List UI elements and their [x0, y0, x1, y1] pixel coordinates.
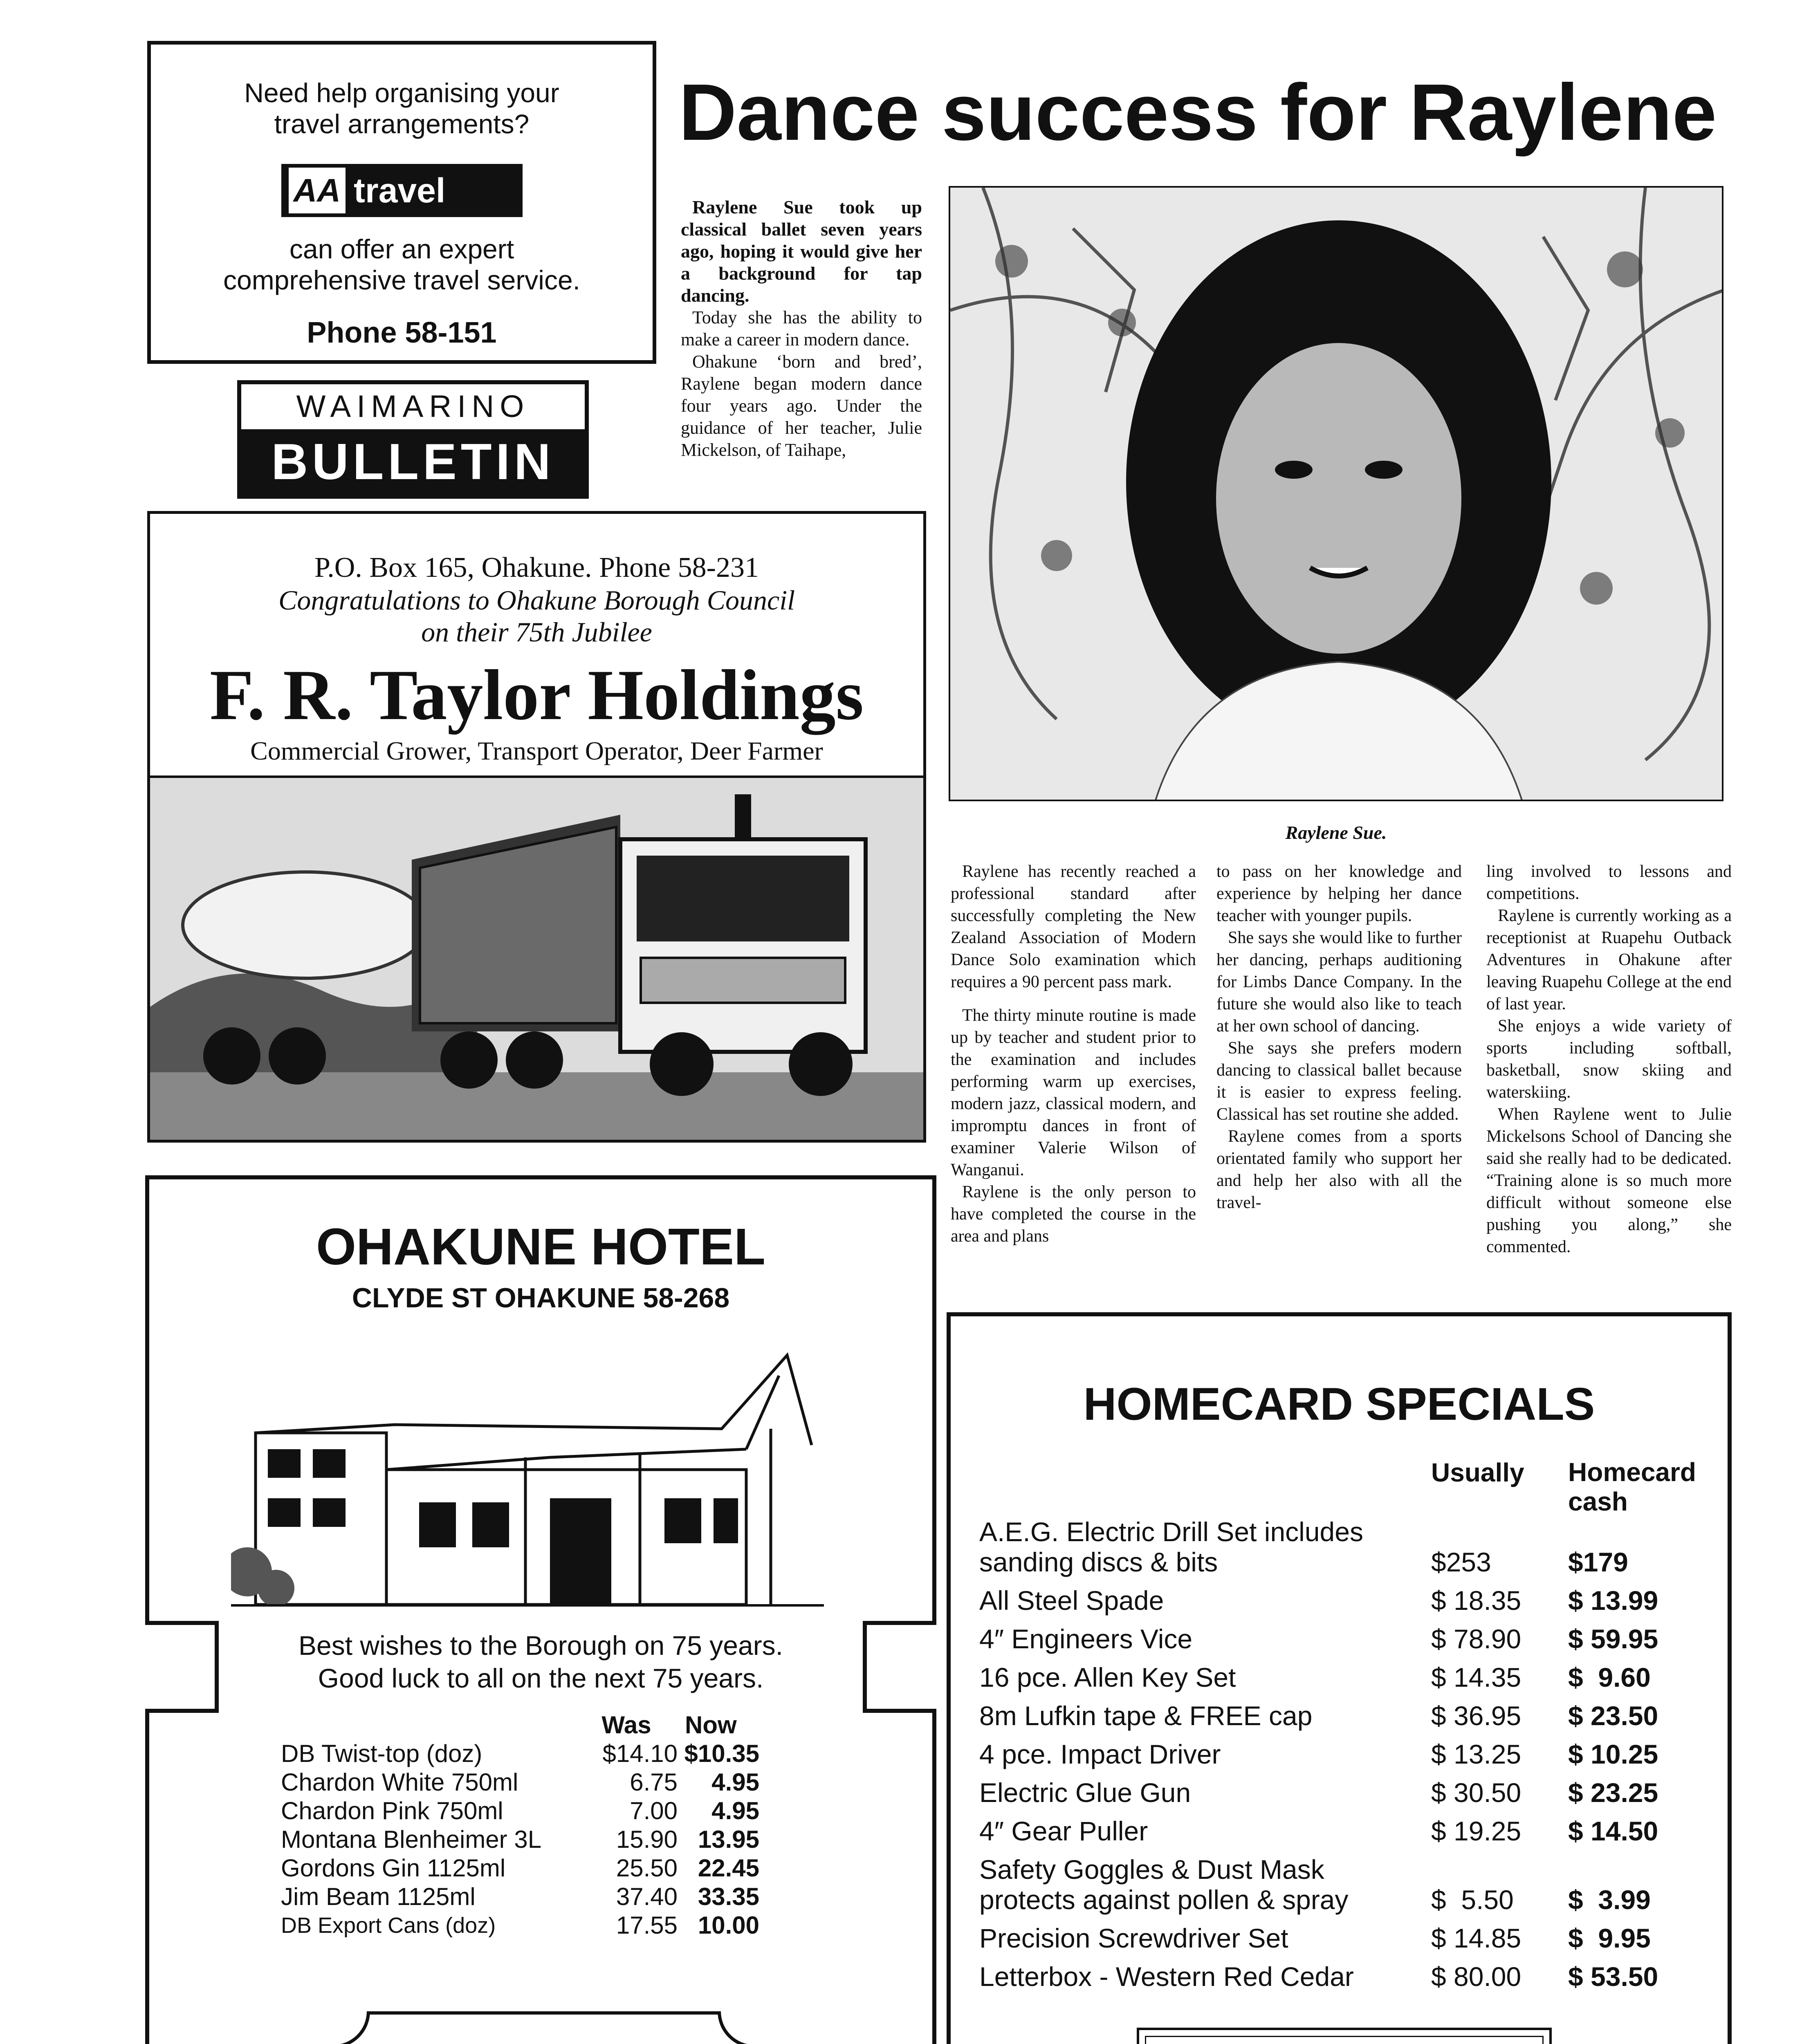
homecard-title: HOMECARD SPECIALS — [1083, 1378, 1595, 1430]
homecard-item: Electric Glue Gun — [979, 1777, 1191, 1808]
homecard-item: 4 pce. Impact Driver — [979, 1739, 1221, 1769]
homecard-price: $ 3.99 — [1568, 1885, 1651, 1915]
smorgasbord-box — [333, 2011, 754, 2044]
aa-line4: comprehensive travel service. — [223, 265, 581, 295]
homecard-usually: $ 36.95 — [1431, 1701, 1521, 1731]
aa-line2: travel arrangements? — [274, 109, 530, 139]
homecard-price: $179 — [1568, 1547, 1628, 1577]
hotel-ad — [145, 1175, 936, 2044]
col1-para-1: Raylene has recently reached a professional standard after successfully completing the New Zealand Association of Modern Dance Solo examination which requires a 90 percent pass mark. — [951, 862, 1196, 991]
hotel-price-row — [281, 1768, 759, 1797]
hotel-price-row — [281, 1854, 759, 1883]
price-was: 37.40 — [616, 1883, 678, 1910]
homecard-usually: $ 13.25 — [1431, 1739, 1521, 1769]
taylor-ad — [147, 511, 926, 1143]
homecard-item-sub: sanding discs & bits — [979, 1547, 1218, 1577]
homecard-item: Letterbox - Western Red Cedar — [979, 1961, 1354, 1992]
homecard-item: 4″ Gear Puller — [979, 1816, 1148, 1846]
homecard-item-sub: protects against pollen & spray — [979, 1885, 1349, 1915]
homecard-usually: $ 80.00 — [1431, 1961, 1521, 1992]
homecard-item: All Steel Spade — [979, 1585, 1164, 1616]
homecard-usually: $253 — [1431, 1547, 1491, 1577]
homecard-row — [979, 1777, 1691, 1816]
masthead-bottom: BULLETIN — [241, 429, 585, 495]
homecard-col-cash — [1568, 1457, 1696, 1516]
price-was: 7.00 — [630, 1797, 678, 1824]
homecard-price: $ 14.50 — [1568, 1816, 1658, 1846]
hotel-col-was: Was — [601, 1711, 651, 1739]
price-now: 13.95 — [698, 1826, 759, 1853]
article-col-2 — [1216, 861, 1462, 1214]
aa-line1: Need help organising your — [244, 78, 559, 108]
price-was: 15.90 — [616, 1826, 678, 1853]
price-was: $14.10 — [602, 1740, 678, 1767]
homecard-price: $ 23.25 — [1568, 1777, 1658, 1808]
homecard-price: $ 10.25 — [1568, 1739, 1658, 1769]
homecard-col-usually: Usually — [1431, 1458, 1524, 1487]
article-col-3 — [1486, 861, 1732, 1258]
homecard-usually: $ 30.50 — [1431, 1777, 1521, 1808]
homecard-usually: $ 14.85 — [1431, 1923, 1521, 1953]
price-was: 25.50 — [616, 1854, 678, 1882]
homecard-usually: $ 19.25 — [1431, 1816, 1521, 1846]
homecard-row — [979, 1854, 1691, 1923]
raylene-photo — [949, 186, 1723, 801]
homecard-row — [979, 1624, 1691, 1662]
homecard-price: $ 9.95 — [1568, 1923, 1651, 1953]
col2-para-2: She says she would like to further her dancing, perhaps auditioning for Limbs Dance Company. In the future she would also like to teach at her own school of dancing. — [1216, 928, 1462, 1035]
col3-para-4: When Raylene went to Julie Mickelsons School of Dancing she said she really had to be dedicated. “Training alone is so much more difficult without someone else pushing you along,” she commented. — [1486, 1105, 1732, 1256]
homecard-row — [979, 1701, 1691, 1739]
price-item: Montana Blenheimer 3L — [281, 1826, 542, 1853]
homecard-row — [979, 1585, 1691, 1624]
homecard-price: $ 13.99 — [1568, 1585, 1658, 1616]
price-now: 4.95 — [711, 1797, 759, 1824]
hotel-price-header — [281, 1711, 759, 1739]
masthead-top: WAIMARINO — [296, 389, 530, 424]
price-item: Chardon Pink 750ml — [281, 1797, 503, 1824]
hotel-price-row — [281, 1797, 759, 1825]
col1-para-3: Raylene is the only person to have completed the course in the area and plans — [951, 1183, 1196, 1246]
lead-para-3: Ohakune ‘born and bred’, Raylene began modern dance four years ago. Under the guidance of her teacher, Julie Mickelson, of Taihape, — [681, 352, 922, 460]
homecard-price: $ 23.50 — [1568, 1701, 1658, 1731]
taylor-tagline: Commercial Grower, Transport Operator, Deer Farmer — [250, 736, 823, 765]
price-item: DB Export Cans (doz) — [281, 1913, 496, 1938]
homecard-row — [979, 1662, 1691, 1701]
homecard-item: 16 pce. Allen Key Set — [979, 1662, 1236, 1692]
col3-para-3: She enjoys a wide variety of sports including softball, basketball, snow skiing and waterskiing. — [1486, 1017, 1732, 1102]
aa-logo-mark: AA — [289, 168, 346, 213]
portrait-illustration — [950, 188, 1723, 801]
headline: Dance success for Raylene — [679, 67, 1717, 157]
aa-travel-ad — [147, 41, 656, 364]
homecard-col-label-1: Homecard — [1568, 1457, 1696, 1487]
photo-caption: Raylene Sue. — [1285, 822, 1387, 843]
homecard-item: A.E.G. Electric Drill Set includes — [979, 1517, 1363, 1547]
homecard-table — [979, 1517, 1691, 1992]
col2-para-4: Raylene comes from a sports orientated family who support her and help her also with all the travel- — [1216, 1127, 1462, 1212]
homecard-usually: $ 18.35 — [1431, 1585, 1521, 1616]
homecard-row — [979, 1961, 1691, 1992]
truck-photo — [150, 775, 923, 1140]
homecard-item: 8m Lufkin tape & FREE cap — [979, 1701, 1313, 1731]
article-col-1 — [951, 861, 1196, 1247]
hotel-wish-1: Best wishes to the Borough on 75 years. — [298, 1630, 783, 1661]
homecard-col-label-2: cash — [1568, 1487, 1628, 1516]
aa-line3: can offer an expert — [289, 234, 514, 264]
col1-para-2: The thirty minute routine is made up by teacher and student prior to the examination and includes performing warm up exercises, modern jazz, classical modern, and impromptu dances in front of examiner Valerie Wilson of Wanganui. — [951, 1006, 1196, 1179]
article-lead — [681, 196, 922, 461]
hotel-address: CLYDE ST OHAKUNE 58-268 — [352, 1282, 730, 1313]
price-now: 4.95 — [711, 1768, 759, 1796]
hotel-title: OHAKUNE HOTEL — [316, 1218, 765, 1275]
taylor-address: P.O. Box 165, Ohakune. Phone 58-231 — [314, 552, 759, 583]
homecard-price: $ 59.95 — [1568, 1624, 1658, 1654]
col2-para-1: to pass on her knowledge and experience by helping her dance teacher with younger pupils. — [1216, 862, 1462, 925]
homecard-ad — [947, 1312, 1732, 2044]
hotel-price-row — [281, 1825, 759, 1854]
corner-tl — [333, 2011, 370, 2044]
col3-para-2: Raylene is currently working as a receptionist at Ruapehu Outback Adventures in Ohakune after leaving Ruapehu College at the end of last year. — [1486, 906, 1732, 1013]
lead-para-2: Today she has the ability to make a career in modern dance. — [681, 307, 922, 350]
taylor-name: F. R. Taylor Holdings — [209, 655, 864, 735]
price-now: 10.00 — [698, 1912, 759, 1939]
price-was: 6.75 — [630, 1768, 678, 1796]
homecard-row — [979, 1816, 1691, 1854]
homecard-item: Precision Screwdriver Set — [979, 1923, 1288, 1953]
hotel-building-drawing — [231, 1327, 824, 1609]
price-item: DB Twist-top (doz) — [281, 1740, 482, 1767]
aa-logo-travel: travel — [354, 171, 446, 210]
homecard-usually: $ 5.50 — [1431, 1885, 1514, 1915]
hotel-illustration — [231, 1327, 824, 1609]
col3-para-1: ling involved to lessons and competitions. — [1486, 862, 1732, 903]
taylor-congrats-2: on their 75th Jubilee — [421, 616, 652, 648]
aa-phone: Phone 58-151 — [307, 316, 497, 349]
homecard-item: 4″ Engineers Vice — [979, 1624, 1193, 1654]
truck-illustration — [150, 778, 923, 1140]
homecard-price: $ 53.50 — [1568, 1961, 1658, 1992]
masthead — [237, 380, 589, 499]
price-item: Chardon White 750ml — [281, 1768, 518, 1796]
homecard-row — [979, 1517, 1691, 1585]
homecard-row — [979, 1923, 1691, 1961]
price-now: $10.35 — [684, 1740, 759, 1767]
homecard-row — [979, 1739, 1691, 1777]
price-item: Gordons Gin 1125ml — [281, 1854, 506, 1882]
lead-para-1: Raylene Sue took up classical ballet seven years ago, hoping it would give her a background for tap dancing. — [681, 197, 922, 306]
hotel-price-row — [281, 1739, 759, 1768]
hotel-price-table — [281, 1711, 759, 1940]
roller-door-box — [1137, 2028, 1552, 2044]
hotel-price-row — [281, 1883, 759, 1911]
price-now: 33.35 — [698, 1883, 759, 1910]
corner-tr — [718, 2011, 754, 2044]
price-now: 22.45 — [698, 1854, 759, 1882]
hotel-col-now: Now — [685, 1711, 737, 1739]
taylor-congrats-1: Congratulations to Ohakune Borough Council — [278, 585, 795, 616]
hotel-wish-2: Good luck to all on the next 75 years. — [318, 1663, 764, 1693]
homecard-item: Safety Goggles & Dust Mask — [979, 1854, 1324, 1885]
homecard-usually: $ 78.90 — [1431, 1624, 1521, 1654]
price-was: 17.55 — [616, 1912, 678, 1939]
price-item: Jim Beam 1125ml — [281, 1883, 476, 1910]
homecard-usually: $ 14.35 — [1431, 1662, 1521, 1692]
homecard-price: $ 9.60 — [1568, 1662, 1651, 1692]
col2-para-3: She says she prefers modern dancing to classical ballet because it is easier to express feeling. Classical has set routine she added. — [1216, 1039, 1462, 1124]
aa-travel-logo — [281, 164, 523, 217]
hotel-price-row — [281, 1911, 759, 1940]
